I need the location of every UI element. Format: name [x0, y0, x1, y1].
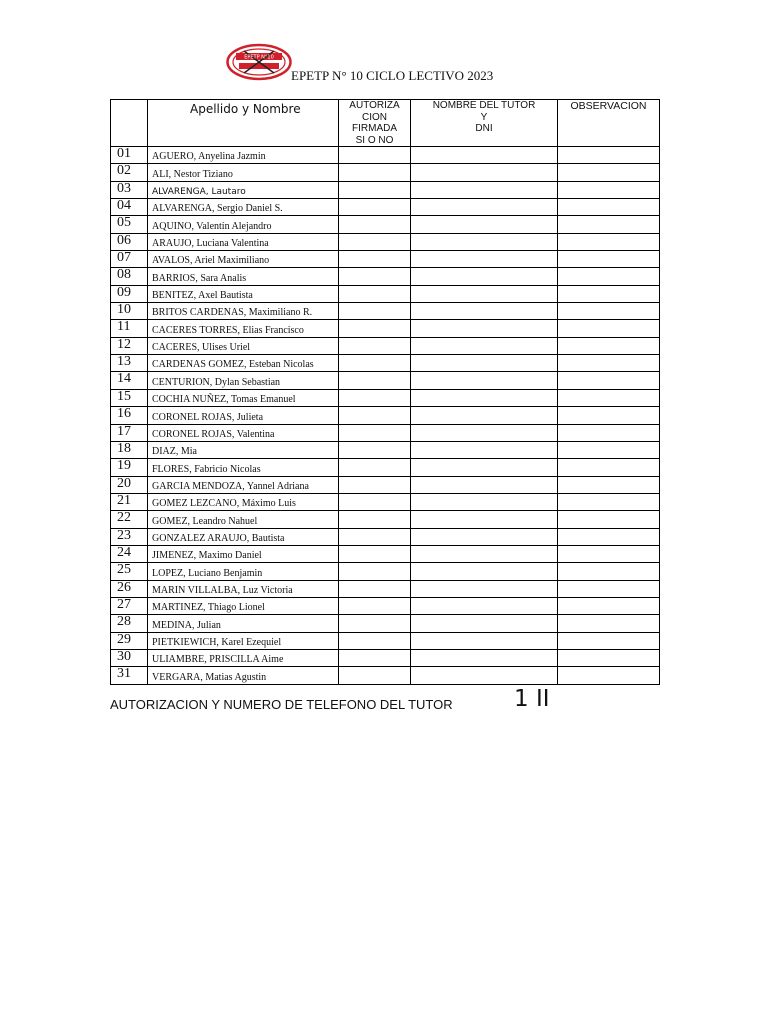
observation-cell[interactable] [558, 147, 660, 164]
observation-cell[interactable] [558, 649, 660, 666]
tutor-cell[interactable] [411, 181, 558, 198]
table-row [111, 389, 660, 406]
row-number: 17 [111, 424, 148, 441]
row-number: 05 [111, 216, 148, 233]
row-number: 18 [111, 441, 148, 458]
table-row [111, 459, 660, 476]
row-number: 09 [111, 285, 148, 302]
row-number: 28 [111, 615, 148, 632]
observation-cell[interactable] [558, 407, 660, 424]
authorization-cell[interactable] [339, 424, 411, 441]
tutor-cell[interactable] [411, 268, 558, 285]
tutor-cell[interactable] [411, 147, 558, 164]
document-title: EPETP N° 10 CICLO LECTIVO 2023 [291, 68, 494, 83]
student-name: ARAUJO, Luciana Valentina [148, 233, 339, 250]
student-name: GOMEZ LEZCANO, Máximo Luis [148, 493, 339, 510]
authorization-cell[interactable] [339, 372, 411, 389]
student-name: MEDINA, Julian [148, 615, 339, 632]
authorization-cell[interactable] [339, 199, 411, 216]
authorization-cell[interactable] [339, 251, 411, 268]
row-number: 27 [111, 597, 148, 614]
observation-cell[interactable] [558, 285, 660, 302]
row-number: 16 [111, 407, 148, 424]
table-row [111, 545, 660, 562]
row-number: 26 [111, 580, 148, 597]
tutor-cell[interactable] [411, 372, 558, 389]
observation-cell[interactable] [558, 355, 660, 372]
row-number: 24 [111, 545, 148, 562]
table-row [111, 667, 660, 684]
student-name: CORONEL ROJAS, Valentina [148, 424, 339, 441]
student-name: ALVARENGA, Sergio Daniel S. [148, 199, 339, 216]
observation-cell[interactable] [558, 667, 660, 684]
row-number: 15 [111, 389, 148, 406]
header-name: Apellido y Nombre [148, 100, 339, 147]
tutor-cell[interactable] [411, 199, 558, 216]
tutor-cell[interactable] [411, 303, 558, 320]
table-row [111, 147, 660, 164]
authorization-cell[interactable] [339, 511, 411, 528]
tutor-cell[interactable] [411, 632, 558, 649]
row-number: 01 [111, 147, 148, 164]
student-name: CACERES TORRES, Elias Francisco [148, 320, 339, 337]
row-number: 22 [111, 511, 148, 528]
observation-cell[interactable] [558, 493, 660, 510]
row-number: 23 [111, 528, 148, 545]
tutor-cell[interactable] [411, 285, 558, 302]
tutor-cell[interactable] [411, 216, 558, 233]
authorization-cell[interactable] [339, 563, 411, 580]
tutor-cell[interactable] [411, 424, 558, 441]
observation-cell[interactable] [558, 615, 660, 632]
authorization-cell[interactable] [339, 389, 411, 406]
student-name: AQUINO, Valentín Alejandro [148, 216, 339, 233]
authorization-cell[interactable] [339, 476, 411, 493]
tutor-cell[interactable] [411, 528, 558, 545]
school-seal-icon [226, 43, 292, 81]
table-row [111, 441, 660, 458]
table-row [111, 493, 660, 510]
table-row [111, 528, 660, 545]
table-row [111, 320, 660, 337]
tutor-cell[interactable] [411, 459, 558, 476]
observation-cell[interactable] [558, 580, 660, 597]
authorization-cell[interactable] [339, 632, 411, 649]
authorization-cell[interactable] [339, 528, 411, 545]
authorization-cell[interactable] [339, 268, 411, 285]
row-number: 08 [111, 268, 148, 285]
authorization-cell[interactable] [339, 147, 411, 164]
tutor-cell[interactable] [411, 563, 558, 580]
authorization-cell[interactable] [339, 407, 411, 424]
student-name: BARRIOS, Sara Analis [148, 268, 339, 285]
table-row [111, 199, 660, 216]
observation-cell[interactable] [558, 233, 660, 250]
student-name: ULIAMBRE, PRISCILLA Aime [148, 649, 339, 666]
row-number: 12 [111, 337, 148, 354]
table-row [111, 303, 660, 320]
observation-cell[interactable] [558, 181, 660, 198]
student-name: BENITEZ, Axel Bautista [148, 285, 339, 302]
table-header-row [111, 100, 660, 147]
tutor-cell[interactable] [411, 407, 558, 424]
observation-cell[interactable] [558, 251, 660, 268]
tutor-cell[interactable] [411, 511, 558, 528]
header-observation: OBSERVACION [558, 100, 660, 147]
tutor-cell[interactable] [411, 667, 558, 684]
student-name: DIAZ, Mia [148, 441, 339, 458]
table-row [111, 337, 660, 354]
tutor-cell[interactable] [411, 615, 558, 632]
student-name: CORONEL ROJAS, Julieta [148, 407, 339, 424]
table-row [111, 268, 660, 285]
table-row [111, 580, 660, 597]
authorization-cell[interactable] [339, 441, 411, 458]
row-number: 10 [111, 303, 148, 320]
tutor-cell[interactable] [411, 337, 558, 354]
authorization-cell[interactable] [339, 459, 411, 476]
authorization-cell[interactable] [339, 615, 411, 632]
student-roster-table [110, 99, 660, 685]
tutor-cell[interactable] [411, 476, 558, 493]
observation-cell[interactable] [558, 268, 660, 285]
table-row [111, 355, 660, 372]
student-name: FLORES, Fabricio Nicolas [148, 459, 339, 476]
table-row [111, 164, 660, 181]
observation-cell[interactable] [558, 563, 660, 580]
student-name: MARIN VILLALBA, Luz Victoria [148, 580, 339, 597]
table-row [111, 597, 660, 614]
table-row [111, 407, 660, 424]
observation-cell[interactable] [558, 545, 660, 562]
table-row [111, 251, 660, 268]
tutor-cell[interactable] [411, 389, 558, 406]
footer-caption: AUTORIZACION Y NUMERO DE TELEFONO DEL TUTOR [110, 697, 453, 712]
row-number: 02 [111, 164, 148, 181]
observation-cell[interactable] [558, 632, 660, 649]
student-name: GOMEZ, Leandro Nahuel [148, 511, 339, 528]
observation-cell[interactable] [558, 511, 660, 528]
row-number: 11 [111, 320, 148, 337]
observation-cell[interactable] [558, 320, 660, 337]
observation-cell[interactable] [558, 216, 660, 233]
authorization-cell[interactable] [339, 164, 411, 181]
authorization-cell[interactable] [339, 285, 411, 302]
authorization-cell[interactable] [339, 493, 411, 510]
tutor-cell[interactable] [411, 233, 558, 250]
student-name: LOPEZ, Luciano Benjamin [148, 563, 339, 580]
student-name: GARCIA MENDOZA, Yannel Adriana [148, 476, 339, 493]
row-number: 06 [111, 233, 148, 250]
row-number: 13 [111, 355, 148, 372]
table-row [111, 216, 660, 233]
roster-body [111, 147, 660, 685]
authorization-cell[interactable] [339, 545, 411, 562]
student-name: CARDENAS GOMEZ, Esteban Nicolas [148, 355, 339, 372]
header-number-cell [111, 100, 148, 147]
authorization-cell[interactable] [339, 181, 411, 198]
tutor-cell[interactable] [411, 355, 558, 372]
table-row [111, 632, 660, 649]
observation-cell[interactable] [558, 164, 660, 181]
tutor-cell[interactable] [411, 251, 558, 268]
header-authorization: AUTORIZA CION FIRMADA SI O NO [339, 100, 411, 147]
tutor-cell[interactable] [411, 164, 558, 181]
observation-cell[interactable] [558, 424, 660, 441]
table-row [111, 424, 660, 441]
row-number: 30 [111, 649, 148, 666]
table-row [111, 181, 660, 198]
authorization-cell[interactable] [339, 649, 411, 666]
student-name: MARTINEZ, Thiago Lionel [148, 597, 339, 614]
table-row [111, 563, 660, 580]
observation-cell[interactable] [558, 528, 660, 545]
authorization-cell[interactable] [339, 303, 411, 320]
row-number: 04 [111, 199, 148, 216]
row-number: 19 [111, 459, 148, 476]
observation-cell[interactable] [558, 597, 660, 614]
authorization-cell[interactable] [339, 320, 411, 337]
row-number: 25 [111, 563, 148, 580]
student-name: CENTURION, Dylan Sebastian [148, 372, 339, 389]
tutor-cell[interactable] [411, 441, 558, 458]
row-number: 03 [111, 181, 148, 198]
student-name: BRITOS CARDENAS, Maximiliano R. [148, 303, 339, 320]
row-number: 14 [111, 372, 148, 389]
footer-code: 1 II [514, 686, 550, 712]
table-row [111, 511, 660, 528]
observation-cell[interactable] [558, 389, 660, 406]
row-number: 21 [111, 493, 148, 510]
student-name: ALVARENGA, Lautaro [148, 181, 339, 198]
table-row [111, 615, 660, 632]
authorization-cell[interactable] [339, 233, 411, 250]
authorization-cell[interactable] [339, 216, 411, 233]
table-row [111, 285, 660, 302]
table-row [111, 476, 660, 493]
tutor-cell[interactable] [411, 493, 558, 510]
student-name: ALI, Nestor Tiziano [148, 164, 339, 181]
observation-cell[interactable] [558, 199, 660, 216]
authorization-cell[interactable] [339, 580, 411, 597]
tutor-cell[interactable] [411, 545, 558, 562]
student-name: AVALOS, Ariel Maximiliano [148, 251, 339, 268]
authorization-cell[interactable] [339, 355, 411, 372]
header-tutor: NOMBRE DEL TUTOR Y DNI [411, 100, 558, 147]
student-name: JIMENEZ, Maximo Daniel [148, 545, 339, 562]
row-number: 29 [111, 632, 148, 649]
authorization-cell[interactable] [339, 337, 411, 354]
student-name: VERGARA, Matias Agustin [148, 667, 339, 684]
tutor-cell[interactable] [411, 580, 558, 597]
row-number: 31 [111, 667, 148, 684]
tutor-cell[interactable] [411, 597, 558, 614]
observation-cell[interactable] [558, 476, 660, 493]
table-row [111, 372, 660, 389]
student-name: CACERES, Ulises Uriel [148, 337, 339, 354]
student-name: PIETKIEWICH, Karel Ezequiel [148, 632, 339, 649]
student-name: GONZALEZ ARAUJO, Bautista [148, 528, 339, 545]
authorization-cell[interactable] [339, 667, 411, 684]
observation-cell[interactable] [558, 441, 660, 458]
row-number: 20 [111, 476, 148, 493]
table-row [111, 233, 660, 250]
observation-cell[interactable] [558, 459, 660, 476]
authorization-cell[interactable] [339, 597, 411, 614]
row-number: 07 [111, 251, 148, 268]
student-name: AGUERO, Anyelina Jazmin [148, 147, 339, 164]
table-row [111, 649, 660, 666]
observation-cell[interactable] [558, 372, 660, 389]
observation-cell[interactable] [558, 337, 660, 354]
student-name: COCHIA NUÑEZ, Tomas Emanuel [148, 389, 339, 406]
tutor-cell[interactable] [411, 320, 558, 337]
tutor-cell[interactable] [411, 649, 558, 666]
observation-cell[interactable] [558, 303, 660, 320]
logo-text: EPETP N°10 [244, 54, 274, 61]
